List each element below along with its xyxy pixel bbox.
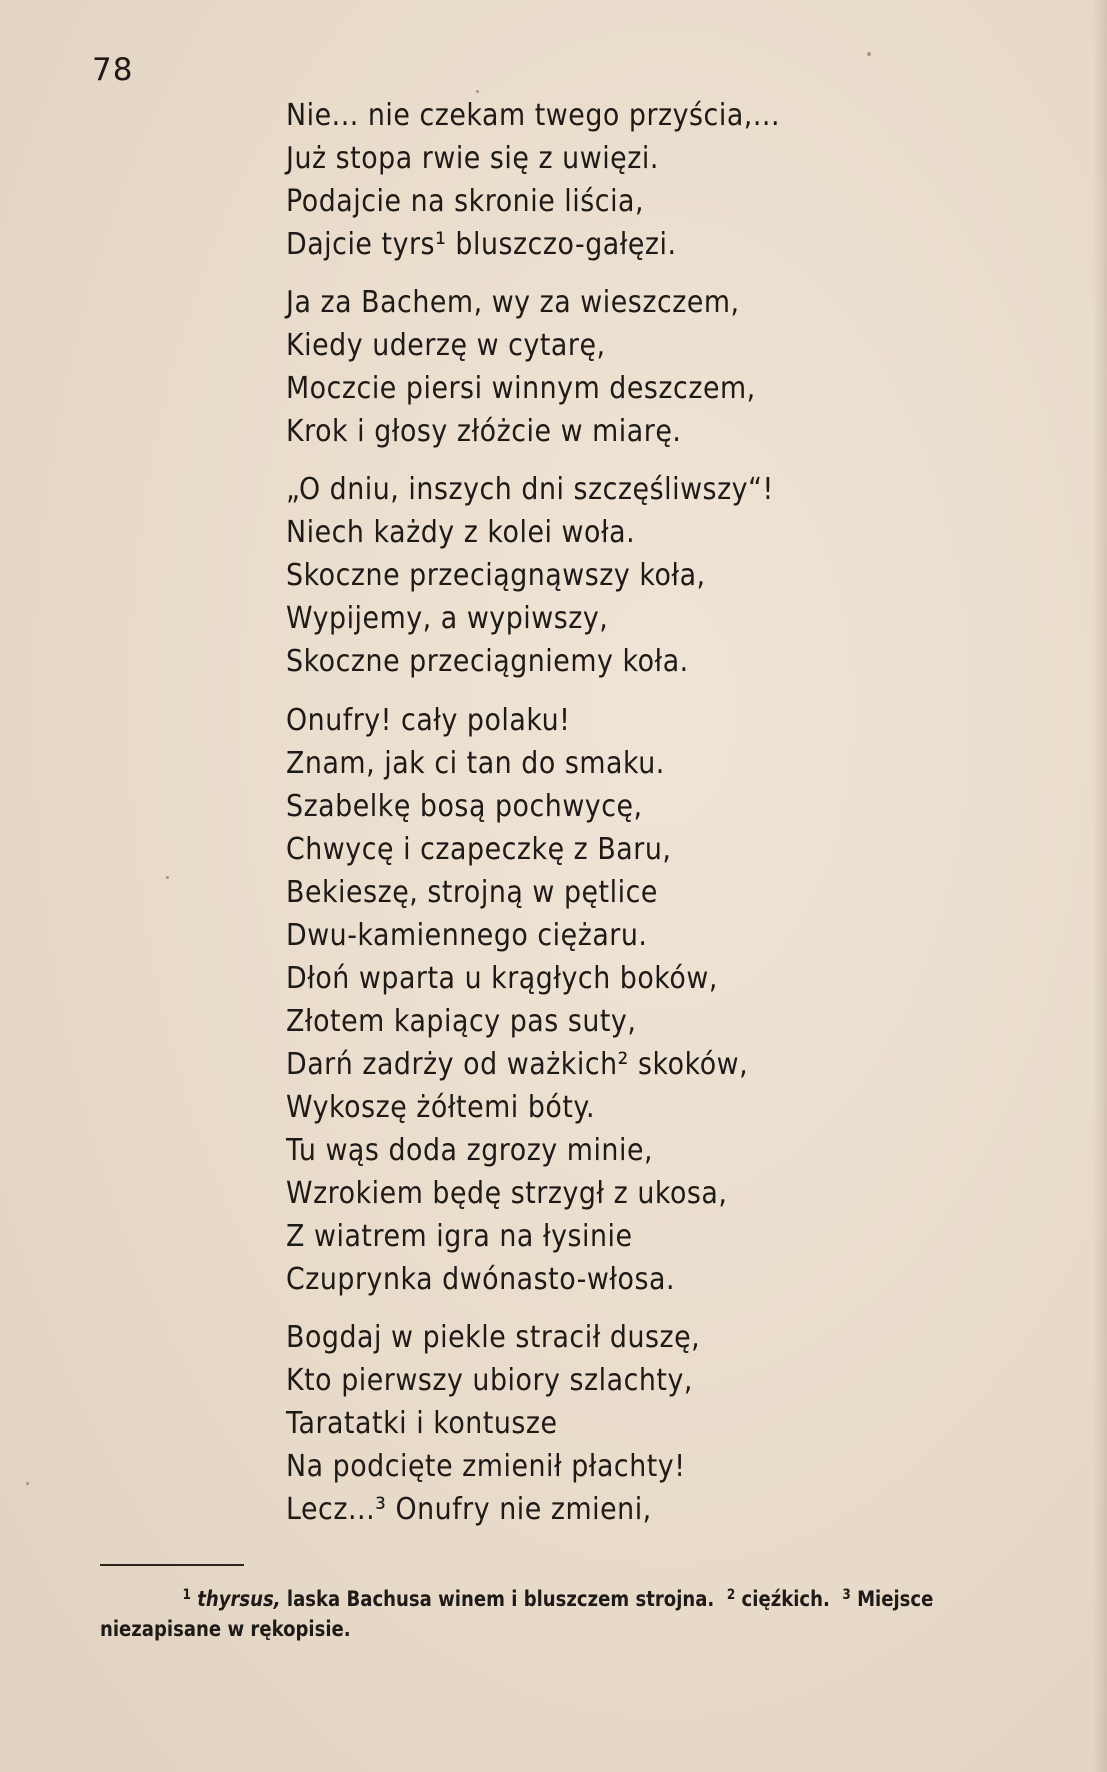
poem-body bbox=[286, 94, 1086, 1531]
paper-speck bbox=[867, 52, 871, 56]
footnote-line-1 bbox=[100, 1580, 943, 1614]
poem-line: Wypijemy, a wypiwszy, bbox=[286, 601, 609, 636]
stanza-1 bbox=[286, 94, 1086, 266]
poem-line: Dłoń wparta u krągłych boków, bbox=[286, 961, 718, 996]
footnote-1-text: laska Bachusa winem i bluszczem strojna. bbox=[286, 1587, 715, 1611]
poem-line: Dwu-kamiennego ciężaru. bbox=[286, 918, 648, 953]
footnote-1-mark: 1 bbox=[182, 1587, 191, 1603]
footnote-3-text-b: niezapisane w rękopisie. bbox=[100, 1617, 351, 1641]
poem-line: Bogdaj w piekle stracił duszę, bbox=[286, 1320, 701, 1355]
poem-line: Czuprynka dwónasto-włosa. bbox=[286, 1262, 676, 1297]
poem-line: Tu wąs doda zgrozy minie, bbox=[286, 1133, 654, 1168]
poem-line: Skoczne przeciągnąwszy koła, bbox=[286, 558, 706, 593]
stanza-4 bbox=[286, 699, 1086, 1301]
footnote-2-mark: 2 bbox=[726, 1587, 736, 1603]
poem-line: Dajcie tyrs¹ bluszczo-gałęzi. bbox=[286, 227, 677, 262]
footnote-divider bbox=[100, 1564, 244, 1566]
poem-line: Lecz...³ Onufry nie zmieni, bbox=[286, 1492, 652, 1527]
poem-line: Niech każdy z kolei woła. bbox=[286, 515, 636, 550]
poem-line: Z wiatrem igra na łysinie bbox=[286, 1219, 633, 1254]
page-number: 78 bbox=[92, 52, 134, 88]
footnotes bbox=[100, 1580, 1080, 1644]
poem-line: Znam, jak ci tan do smaku. bbox=[286, 746, 665, 781]
footnote-3-text-a: Miejsce bbox=[857, 1587, 934, 1611]
poem-line: Już stopa rwie się z uwięzi. bbox=[286, 141, 659, 176]
poem-line: Wzrokiem będę strzygł z ukosa, bbox=[286, 1176, 728, 1211]
poem-line: Kiedy uderzę w cytarę, bbox=[286, 328, 606, 363]
footnote-2-text: cięźkich. bbox=[741, 1587, 830, 1611]
poem-line: Podajcie na skronie liścia, bbox=[286, 184, 645, 219]
poem-line: Skoczne przeciągniemy koła. bbox=[286, 644, 689, 679]
stanza-2 bbox=[286, 281, 1086, 453]
poem-line: „O dniu, inszych dni szczęśliwszy“! bbox=[286, 472, 774, 507]
poem-line: Szabelkę bosą pochwycę, bbox=[286, 789, 643, 824]
footnote-3-mark: 3 bbox=[842, 1587, 851, 1603]
poem-line: Darń zadrży od ważkich² skoków, bbox=[286, 1047, 749, 1082]
page-edge-shadow bbox=[1093, 0, 1107, 1772]
poem-line: Kto pierwszy ubiory szlachty, bbox=[286, 1363, 693, 1398]
footnote-1-term: thyrsus, bbox=[197, 1587, 281, 1611]
poem-line: Moczcie piersi winnym deszczem, bbox=[286, 371, 756, 406]
paper-speck bbox=[166, 876, 169, 879]
poem-line: Ja za Bachem, wy za wieszczem, bbox=[286, 285, 740, 320]
poem-line: Nie... nie czekam twego przyścia,... bbox=[286, 98, 781, 133]
poem-line: Onufry! cały polaku! bbox=[286, 703, 571, 738]
poem-line: Na podcięte zmienił płachty! bbox=[286, 1449, 686, 1484]
paper-speck bbox=[26, 1482, 29, 1485]
stanza-3 bbox=[286, 468, 1086, 683]
poem-line: Złotem kapiący pas suty, bbox=[286, 1004, 637, 1039]
footnote-line-2 bbox=[100, 1614, 943, 1644]
paper-speck bbox=[476, 90, 479, 93]
poem-line: Taratatki i kontusze bbox=[286, 1406, 558, 1441]
poem-line: Wykoszę żółtemi bóty. bbox=[286, 1090, 596, 1125]
poem-line: Chwycę i czapeczkę z Baru, bbox=[286, 832, 672, 867]
poem-line: Krok i głosy złóżcie w miarę. bbox=[286, 414, 682, 449]
stanza-5 bbox=[286, 1316, 1086, 1531]
poem-line: Bekieszę, strojną w pętlice bbox=[286, 875, 658, 910]
